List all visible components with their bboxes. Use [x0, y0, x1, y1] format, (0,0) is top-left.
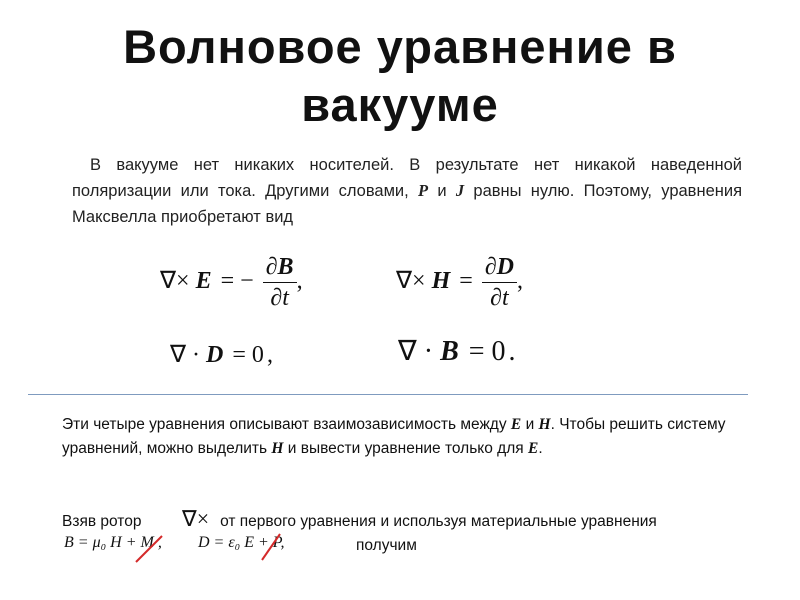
material-equation-d: D = ε₀ E + P,	[198, 534, 285, 551]
equation-div-d	[170, 340, 273, 369]
slide-title	[0, 18, 800, 134]
p3-t2: от первого уравнения и используя материальные уравнения	[220, 513, 657, 530]
eq4-rel: = 0	[468, 336, 506, 367]
var-j: J	[455, 181, 465, 200]
eq3-var: D	[206, 342, 224, 368]
p2-var-h2: H	[271, 440, 284, 457]
p2-t1: Эти четыре уравнения описывают взаимозависимость между	[62, 416, 511, 433]
eq3-op: ∇ ·	[170, 342, 201, 368]
p2-var-h: H	[538, 416, 551, 433]
title-line-1: Волновое уравнение в	[123, 20, 677, 73]
eq4-op: ∇ ·	[398, 336, 434, 367]
rotor-paragraph	[62, 510, 762, 534]
eq1-tail: ,	[296, 268, 303, 295]
equation-curl-h	[396, 252, 523, 313]
material-equation-b: B = μ₀ H + M ,	[64, 534, 162, 551]
title-line-2: вакууме	[301, 78, 499, 131]
strike-mark-m	[132, 532, 166, 566]
eq1-denominator: ∂t	[270, 285, 289, 311]
p2-t3: . Чтобы решить систему уравнений, можно выделить	[62, 416, 726, 457]
eq2-tail: ,	[517, 268, 524, 295]
eq1-fraction	[263, 252, 297, 313]
section-divider	[28, 394, 748, 395]
eq4-var: B	[440, 336, 459, 367]
eq2-denominator: ∂t	[490, 285, 509, 311]
intro-text-2: равны нулю. Поэтому, уравнения Максвелла приобретают вид	[72, 182, 743, 226]
p3-t1: Взяв ротор	[62, 513, 142, 530]
rotor-operator: ∇×	[182, 506, 210, 531]
eq3-tail: ,	[266, 342, 273, 368]
eq1-numerator: ∂B	[263, 252, 297, 283]
eq3-rel: = 0	[232, 342, 264, 368]
p2-t4: и вывести уравнение только для	[283, 440, 528, 457]
p2-t2: и	[521, 416, 539, 433]
eq2-var: H	[431, 268, 451, 295]
eq1-op: ∇×	[160, 268, 190, 295]
eq2-fraction	[482, 252, 517, 313]
eq2-op: ∇×	[396, 268, 426, 295]
eq2-rel: =	[459, 268, 473, 295]
strike-mark-p	[258, 530, 284, 564]
eq2-numerator: ∂D	[482, 252, 517, 283]
equation-curl-e	[160, 252, 303, 313]
equation-div-b	[398, 334, 516, 368]
var-p: P	[418, 181, 429, 200]
eq4-tail: .	[508, 336, 516, 367]
eq1-rel: = −	[220, 268, 254, 295]
explanation-paragraph	[62, 413, 752, 461]
eq1-var: E	[195, 268, 212, 295]
p2-var-e2: E	[527, 440, 539, 457]
intro-paragraph	[72, 152, 742, 230]
p2-t5: .	[538, 440, 543, 457]
intro-and: и	[428, 182, 456, 200]
result-word: получим	[356, 537, 417, 554]
intro-text-1: В вакууме нет никаких носителей. В результате нет никакой наведенной поляризации или тока. Другими словами,	[72, 156, 742, 200]
p2-var-e: E	[510, 416, 522, 433]
